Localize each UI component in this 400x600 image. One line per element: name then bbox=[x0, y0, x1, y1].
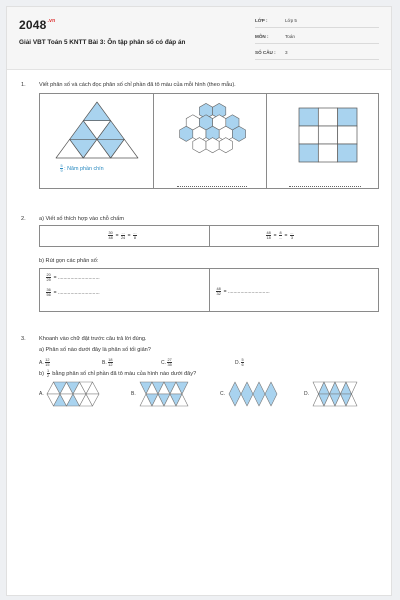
q1-sample-answer: $\frac{5}{9}$ : Năm phần chín bbox=[60, 164, 104, 174]
q1-text: Viết phân số và cách đọc phân số chỉ phần đã tô màu của mỗi hình (theo mẫu). bbox=[39, 82, 236, 88]
q3-number: 3. bbox=[21, 336, 26, 342]
q2b-answer-3[interactable]: .............................. bbox=[227, 289, 270, 296]
q2b-item-3: $\frac{48}{32}$ = .............................. bbox=[216, 287, 270, 297]
worksheet-page bbox=[6, 6, 392, 596]
q3a-option-c[interactable]: C. $\frac{27}{35}$ bbox=[161, 358, 172, 368]
q3-text: Khoanh vào chữ đặt trước câu trả lời đúng. bbox=[39, 336, 147, 342]
q2a-text: a) Viết số thích hợp vào chỗ chấm bbox=[39, 216, 125, 222]
q2b-text: b) Rút gọn các phân số: bbox=[39, 258, 99, 264]
q3b-option-c-label[interactable]: C. bbox=[220, 391, 225, 397]
q2b-answer-2[interactable]: .............................. bbox=[57, 290, 100, 297]
q1-answer-line-3[interactable] bbox=[289, 185, 361, 187]
q2b-item-2: $\frac{36}{56}$ = .............................. bbox=[46, 288, 100, 298]
q1-number: 1. bbox=[21, 82, 26, 88]
page-title: Giải VBT Toán 5 KNTT Bài 3: Ôn tập phân số có đáp án bbox=[19, 39, 186, 46]
info-class-row: LỚP : Lớp 5 bbox=[255, 15, 379, 28]
grid-figure bbox=[299, 108, 357, 162]
sample-fraction: $\frac{5}{9}$ bbox=[60, 164, 63, 174]
info-count-row: SỐ CÂU : 3 bbox=[255, 47, 379, 60]
triangle-figure bbox=[56, 102, 138, 158]
hexagon-figure bbox=[170, 103, 256, 159]
q3b-option-a-label[interactable]: A. bbox=[39, 391, 44, 397]
q3b-option-c-figure[interactable] bbox=[229, 382, 277, 406]
q2b-answer-1[interactable]: .............................. bbox=[57, 275, 100, 282]
header bbox=[7, 7, 391, 70]
q3b-option-b-label[interactable]: B. bbox=[131, 391, 136, 397]
q2a-left-expression: $\frac{30}{48}$ = $\frac{...}{24}$ = $\frac{...}{8}$ bbox=[108, 231, 137, 241]
q3b-text: b) $\frac{1}{2}$ bằng phân số chỉ phần đã tô màu của hình nào dưới đây? bbox=[39, 369, 197, 379]
info-subject-row: MÔN : Toán bbox=[255, 31, 379, 44]
q1-answer-line-2[interactable] bbox=[177, 185, 247, 187]
q3b-option-d-label[interactable]: D. bbox=[304, 391, 309, 397]
q2b-item-1: $\frac{20}{25}$ = .............................. bbox=[46, 273, 100, 283]
q3a-option-d[interactable]: D. $\frac{5}{6}$ bbox=[235, 358, 244, 368]
site-logo[interactable]: $2048^{.vn}$ bbox=[19, 18, 56, 32]
q3a-text: a) Phân số nào dưới đây là phân số tối giản? bbox=[39, 347, 151, 353]
q2a-right-expression: $\frac{48}{18}$ = $\frac{8}{...}$ = $\frac{...}{3}$ bbox=[266, 231, 294, 241]
q2-number: 2. bbox=[21, 216, 26, 222]
q3a-option-b[interactable]: B. $\frac{18}{12}$ bbox=[102, 358, 113, 368]
q3b-option-b-figure[interactable] bbox=[140, 382, 188, 406]
q3a-option-a[interactable]: A. $\frac{12}{15}$ bbox=[39, 358, 50, 368]
q3b-option-d-figure[interactable] bbox=[313, 382, 357, 406]
q3b-option-a-figure[interactable] bbox=[47, 382, 99, 406]
